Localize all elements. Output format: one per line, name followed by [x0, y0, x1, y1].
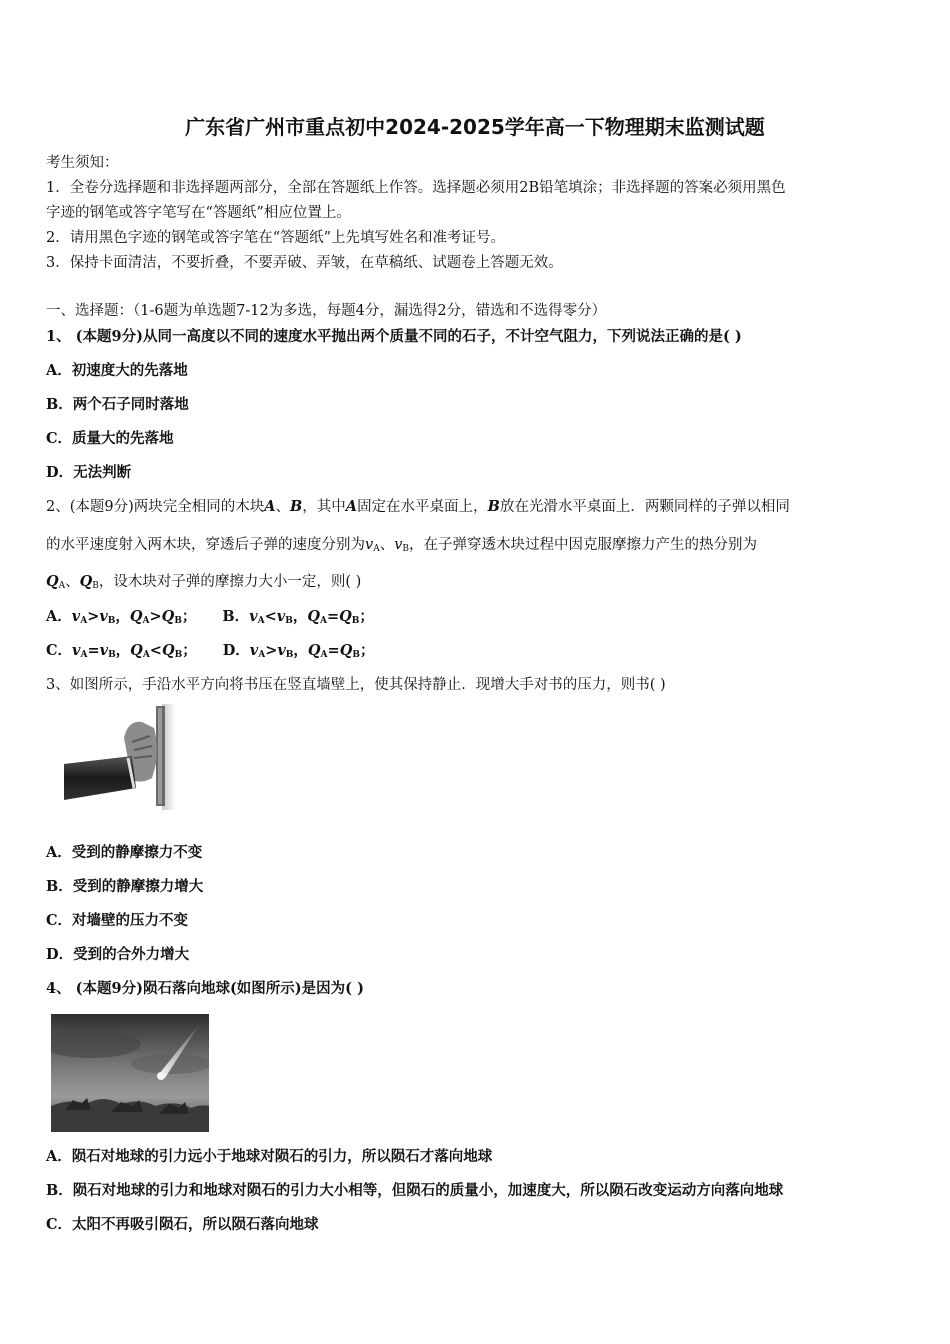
q2-option-a: A．$v_A>v_B$，$Q_A>Q_B$； — [46, 608, 197, 626]
q3-stem: 3、如图所示，手沿水平方向将书压在竖直墙壁上，使其保持静止．现增大手对书的压力，则书( ) — [46, 677, 666, 693]
q4-option-a: A．陨石对地球的引力远小于地球对陨石的引力，所以陨石才落向地球 — [46, 1148, 493, 1165]
q2-stem-line-1: 2、(本题9分)两块完全相同的木块A、B，其中A固定在水平桌面上，B放在光滑水平桌面上．两颗同样的子弹以相同 — [46, 498, 790, 515]
q3-option-c: C．对墙壁的压力不变 — [46, 912, 189, 929]
q3-option-d: D．受到的合外力增大 — [46, 946, 190, 963]
q4-stem: 4、 (本题9分)陨石落向地球(如图所示)是因为( ) — [46, 980, 364, 997]
q1-option-a: A．初速度大的先落地 — [46, 362, 188, 379]
q1-option-c: C．质量大的先落地 — [46, 430, 174, 447]
section-heading: 一、选择题：（1-6题为单选题7-12为多选，每题4分，漏选得2分，错选和不选得零分） — [46, 303, 607, 319]
q2-options-row-2 — [46, 641, 374, 665]
q3-option-a: A．受到的静摩擦力不变 — [46, 844, 203, 861]
q1-option-b: B．两个石子同时落地 — [46, 396, 189, 413]
q2-option-b: B．$v_A<v_B$，$Q_A=Q_B$； — [222, 608, 374, 626]
q2-option-d: D．$v_A>v_B$，$Q_A=Q_B$； — [222, 642, 375, 660]
q1-option-d: D．无法判断 — [46, 464, 132, 481]
q1-stem: 1、 (本题9分)从同一高度以不同的速度水平抛出两个质量不同的石子，不计空气阻力，下列说法正确的是( ) — [46, 328, 742, 345]
notice-item-1-line-1: 1．全卷分选择题和非选择题两部分，全部在答题纸上作答。选择题必须用2B铅笔填涂；非选择题的答案必须用黑色 — [46, 180, 786, 196]
q2-stem-line-3: $Q_A$、$Q_B$，设木块对子弹的摩擦力大小一定，则( ) — [46, 573, 362, 591]
q4-option-b: B．陨石对地球的引力和地球对陨石的引力大小相等，但陨石的质量小，加速度大，所以陨石改变运动方向落向地球 — [46, 1182, 784, 1199]
meteor — [157, 1072, 165, 1080]
notice-item-2: 2．请用黑色字迹的钢笔或答字笔在“答题纸”上先填写姓名和准考证号。 — [46, 230, 506, 246]
q2-stem-line-2: 的水平速度射入两木块，穿透后子弹的速度分别为$v_A$、$v_B$，在子弹穿透木块过程中因克服摩擦力产生的热分别为 — [46, 537, 758, 554]
q2-options-row-1 — [46, 607, 374, 631]
q4-option-c: C．太阳不再吸引陨石，所以陨石落向地球 — [46, 1216, 319, 1233]
notice-item-3: 3．保持卡面清洁，不要折叠，不要弄破、弄皱，在草稿纸、试题卷上答题无效。 — [46, 255, 563, 271]
notice-heading: 考生须知： — [46, 155, 119, 171]
hand-press-book-figure — [62, 702, 180, 812]
meteorite-figure — [51, 1014, 209, 1132]
q3-option-b: B．受到的静摩擦力增大 — [46, 878, 204, 895]
page-title: 广东省广州市重点初中2024-2025学年高一下物理期末监测试题 — [185, 115, 765, 139]
q2-option-c: C．$v_A=v_B$，$Q_A<Q_B$； — [46, 642, 197, 660]
sleeve — [64, 756, 136, 800]
notice-item-1-line-2: 字迹的钢笔或答字笔写在“答题纸”相应位置上。 — [46, 205, 351, 221]
